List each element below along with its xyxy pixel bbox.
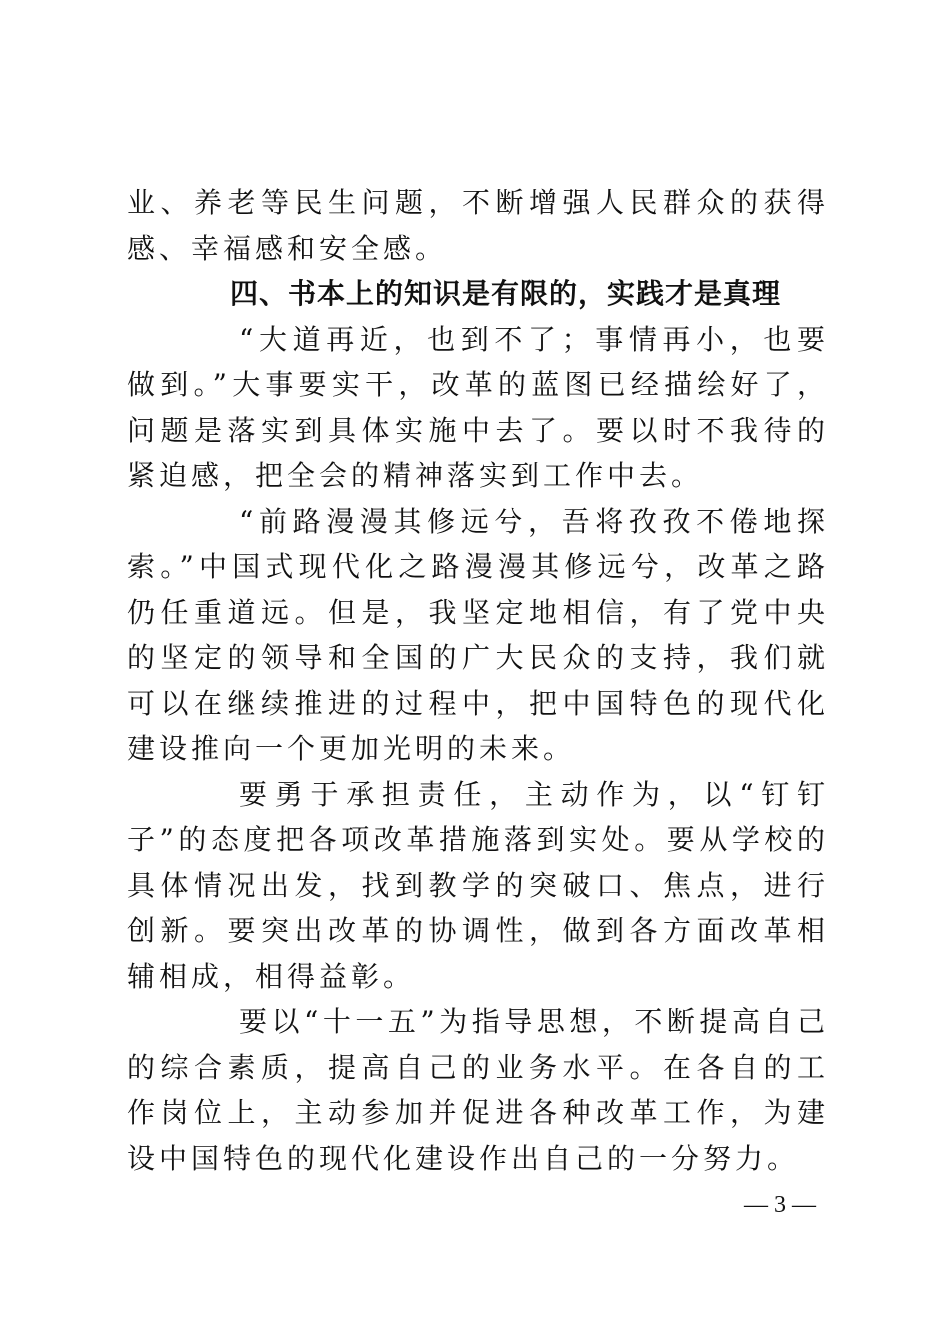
document-body [127, 180, 829, 1181]
paragraph-continued: 业、养老等民生问题，不断增强人民群众的获得感、幸福感和安全感。 [127, 186, 829, 265]
paragraph-2: “前路漫漫其修远兮，吾将孜孜不倦地探索。”中国式现代化之路漫漫其修远兮，改革之路仍任重道远。但是，我坚定地相信，有了党中央的坚定的领导和全国的广大民众的支持，我们就可以在继续推进的过程中，把中国特色的现代化建设推向一个更加光明的未来。 [127, 504, 829, 765]
page-number: — 3 — [744, 1192, 816, 1218]
section-heading: 四、书本上的知识是有限的，实践才是真理 [230, 277, 782, 310]
paragraph-4: 要以“十一五”为指导思想，不断提高自己的综合素质，提高自己的业务水平。在各自的工作岗位上，主动参加并促进各种改革工作，为建设中国特色的现代化建设作出自己的一分努力。 [127, 1005, 829, 1175]
paragraph-1: “大道再近，也到不了；事情再小，也要做到。”大事要实干，改革的蓝图已经描绘好了，问题是落实到具体实施中去了。要以时不我待的紧迫感，把全会的精神落实到工作中去。 [127, 322, 829, 492]
paragraph-3: 要勇于承担责任，主动作为，以“钉钉子”的态度把各项改革措施落到实处。要从学校的具体情况出发，找到教学的突破口、焦点，进行创新。要突出改革的协调性，做到各方面改革相辅相成，相得益彰。 [127, 777, 829, 993]
